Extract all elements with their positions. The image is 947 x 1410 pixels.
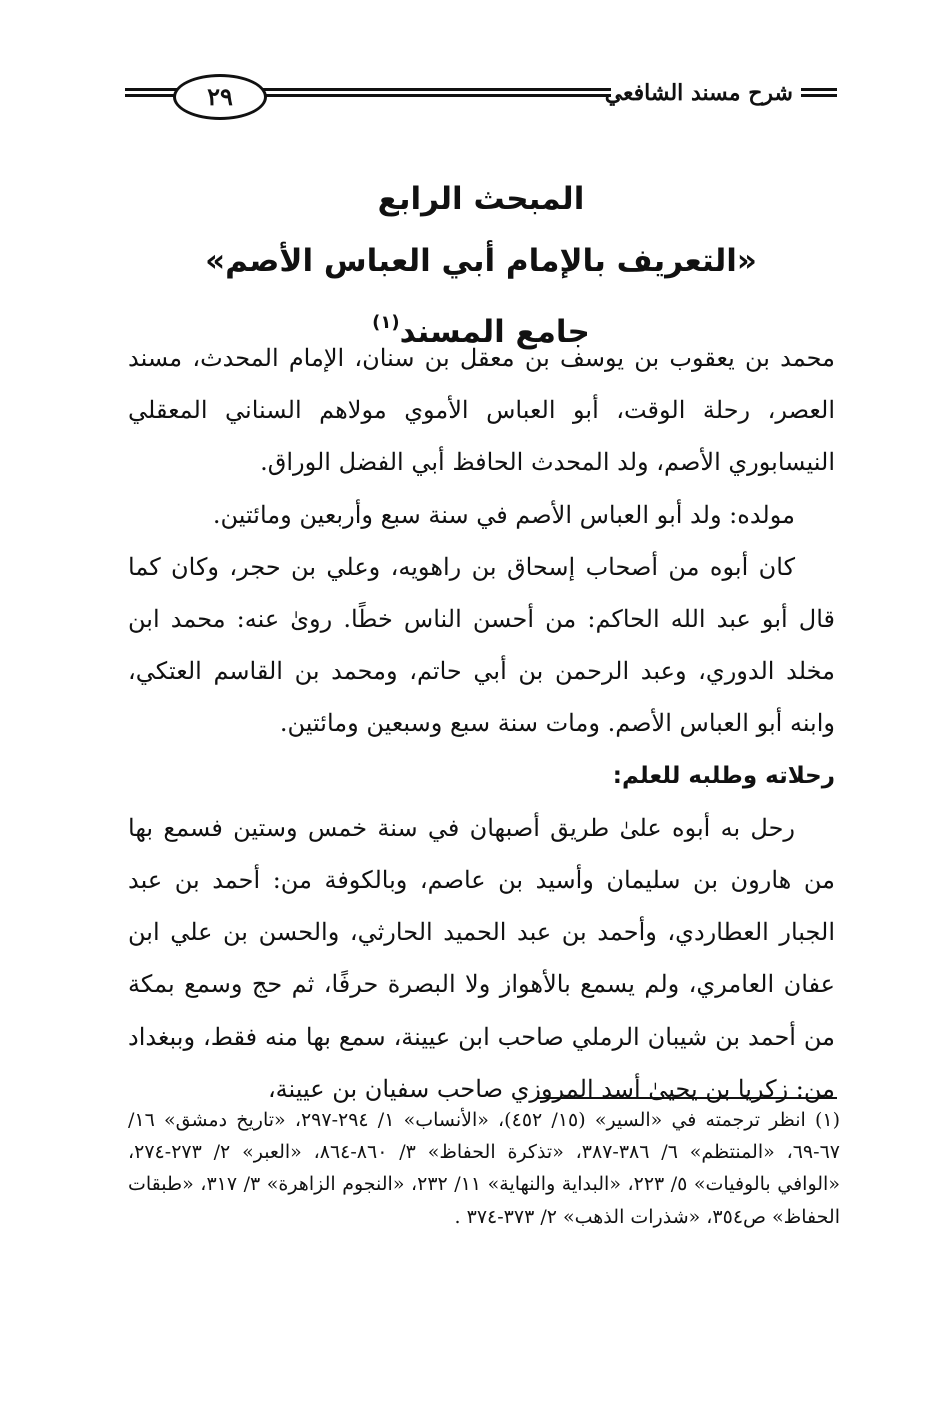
- book-title: شرح مسند الشافعي: [604, 80, 793, 106]
- paragraph-birth: مولده: ولد أبو العباس الأصم في سنة سبع وأربعين ومائتين.: [212, 500, 795, 529]
- paragraph-father: كان أبوه من أصحاب إسحاق بن راهويه، وعلي بن حجر، وكان كما قال أبو عبد الله الحاكم: من أحسن الناس خطًا. روىٰ عنه: محمد ابن مخلد الدوري، وعبد الرحمن بن أبي حاتم، ومحمد بن القاسم العتكي، وابنه أبو العباس الأصم. ومات سنة سبع وسبعين ومائتين.: [128, 552, 835, 738]
- page-number: ٢٩: [173, 74, 267, 120]
- main-text: [128, 332, 835, 1115]
- header-dash-ornament: [801, 88, 837, 97]
- footnotes: [128, 1104, 840, 1233]
- header-left-rule: [125, 88, 177, 97]
- footnote-1: (١) انظر ترجمته في «السير» (١٥/ ٤٥٢)، «الأنساب» ١/ ٢٩٤-٢٩٧، «تاريخ دمشق» ١٦/ ٦٧-٦٩، «المنتظم» ٦/ ٣٨٦-٣٨٧، «تذكرة الحفاظ» ٣/ ٨٦٠-٨٦٤، «العبر» ٢/ ٢٧٣-٢٧٤، «الوافي بالوفيات» ٥/ ٢٢٣، «البداية والنهاية» ١١/ ٢٣٢، «النجوم الزاهرة» ٣/ ٣١٧، «طبقات الحفاظ» ص٣٥٤، «شذرات الذهب» ٢/ ٣٧٣-٣٧٤ .: [128, 1109, 841, 1228]
- epithet-text: جامع المسند: [399, 314, 590, 350]
- section-heading: رحلاته وطلبه للعلم:: [612, 762, 835, 789]
- paragraph-biography: محمد بن يعقوب بن يوسف بن معقل بن سنان، الإمام المحدث، مسند العصر، رحلة الوقت، أبو العباس الأموي مولاهم السناني المعقلي النيسابوري الأصم، ولد المحدث الحافظ أبي الفضل الوراق.: [128, 344, 835, 477]
- running-header: [125, 70, 837, 124]
- chapter-subtitle: «التعريف بالإمام أبي العباس الأصم»: [205, 243, 757, 279]
- chapter-title: المبحث الرابع: [377, 181, 585, 217]
- header-rule: [259, 88, 611, 97]
- paragraph-travels: رحل به أبوه علىٰ طريق أصبهان في سنة خمس وستين فسمع بها من هارون بن سليمان وأسيد بن عاصم، وبالكوفة من: أحمد بن عبد الجبار العطاردي، وأحمد بن عبد الحميد الحارثي، والحسن بن علي ابن عفان العامري، ولم يسمع بالأهواز ولا البصرة حرفًا، ثم حج وسمع بمكة من أحمد بن شيبان الرملي صاحب ابن عيينة، سمع بها منه فقط، وببغداد من: زكريا بن يحيىٰ أسد المروزي صاحب سفيان بن عيينة،: [128, 813, 835, 1103]
- footnote-reference: (١): [372, 312, 400, 333]
- footnote-separator: [537, 1097, 837, 1099]
